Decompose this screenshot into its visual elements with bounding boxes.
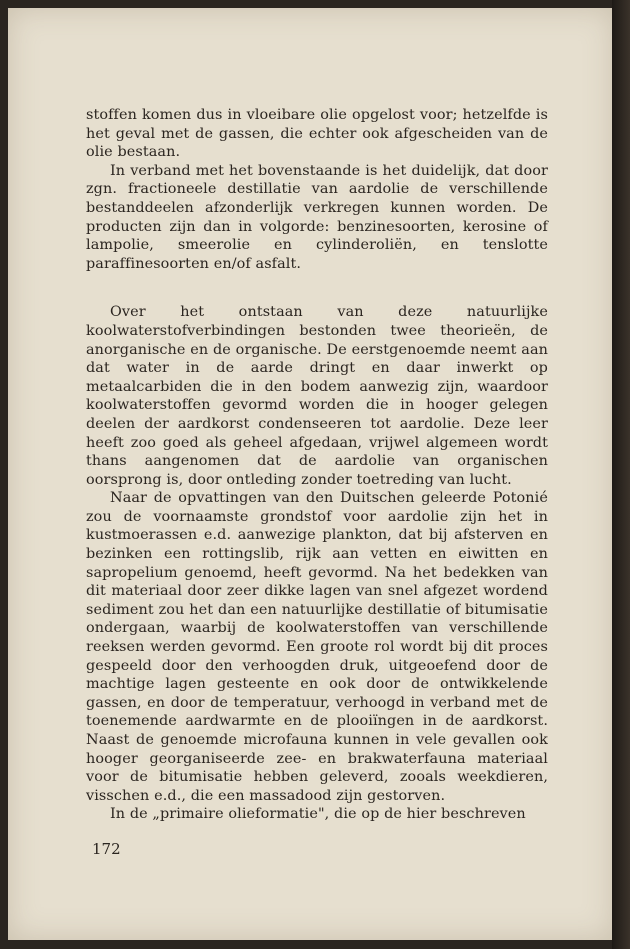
book-spine bbox=[612, 0, 630, 949]
page-number: 172 bbox=[92, 840, 121, 858]
book-page bbox=[8, 8, 614, 940]
paragraph-5: In de „primaire olieformatie", die op de hier beschreven bbox=[110, 806, 526, 823]
body-text bbox=[86, 106, 548, 824]
paragraph-2: In verband met het bovenstaande is het duidelijk, dat door zgn. fractioneele destillatie van aardolie de verschillende bestanddeelen afzonderlijk verkregen kunnen worden. De producten zijn dan in volgorde: benzinesoorten, kerosine of lampolie, smeerolie en cylinderoliën, en tenslotte paraffinesoorten en/of asfalt. bbox=[86, 162, 548, 272]
paragraph-4: Naar de opvattingen van den Duitschen geleerde Potonié zou de voornaamste grondstof voor aardolie zijn het in kustmoerassen e.d. aanwezige plankton, dat bij afsterven en bezinken een rottingslib, rijk aan vetten en eiwitten en sapropelium genoemd, heeft gevormd. Na het bedekken van dit materiaal door zeer dikke lagen van snel afgezet wordend sediment zou het dan een natuurlijke destillatie of bitumisatie ondergaan, waarbij de koolwaterstoffen van verschillende reeksen werden gevormd. Een groote rol wordt bij dit proces gespeeld door den verhoogden druk, uitgeoefend door de machtige lagen gesteente en ook door de ontwikkelende gassen, en door de temperatuur, verhoogd in verband met de toenemende aardwarmte en de plooiïngen in de aardkorst. Naast de genoemde microfauna kunnen in vele gevallen ook hooger georganiseerde zee- en brakwaterfauna materiaal voor de bitumisatie hebben geleverd, zooals weekdieren, visschen e.d., die een massadood zijn gestorven. bbox=[86, 490, 548, 804]
paragraph-3: Over het ontstaan van deze natuurlijke koolwaterstofverbindingen bestonden twee theorieën, de anorganische en de organische. De eerstgenoemde neemt aan dat water in de aarde dringt en daar inwerkt op metaalcarbiden die in den bodem aanwezig zijn, waardoor koolwaterstoffen gevormd worden die in hooger gelegen deelen der aardkorst condenseeren tot aardolie. Deze leer heeft zoo goed als geheel afgedaan, vrijwel algemeen wordt thans aangenomen dat de aardolie van organischen oorsprong is, door ontleding zonder toetreding van lucht. bbox=[86, 304, 548, 488]
paragraph-1: stoffen komen dus in vloeibare olie opgelost voor; hetzelfde is het geval met de gassen, die echter ook afgescheiden van de olie bestaan. bbox=[86, 107, 548, 161]
